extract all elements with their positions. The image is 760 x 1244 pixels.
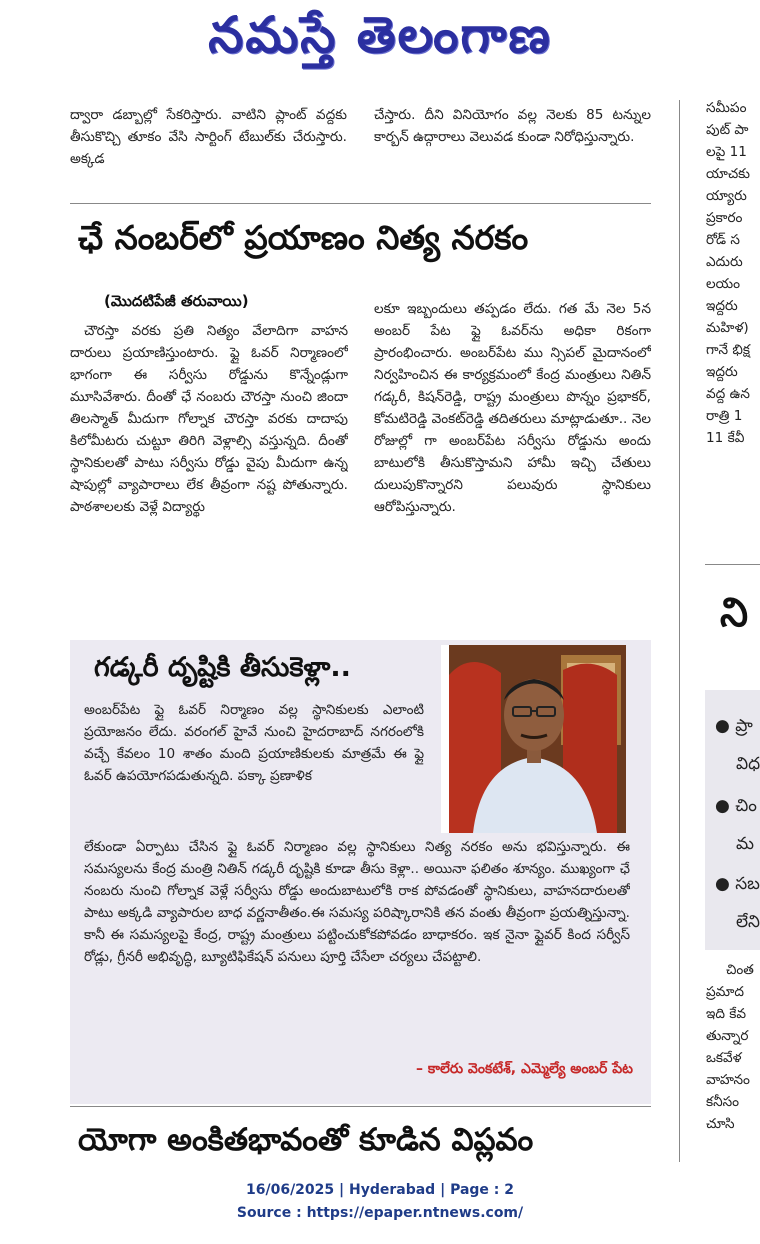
top-column-2: చేస్తారు. దీని వినియోగం వల్ల నెలకు 85 టన్నుల కార్బన్ ఉద్గారాలు వెలువడ కుండా నిరోధిస్తున్నారు. bbox=[374, 107, 651, 145]
right-bottom-line: ఇది కేవ bbox=[706, 1006, 747, 1022]
mla-portrait-image bbox=[441, 645, 626, 833]
quote-attribution: – కాలేరు వెంకటేశ్, ఎమ్మెల్యే అంబర్ పేట bbox=[415, 1061, 633, 1077]
right-column-line: ఇద్దరు bbox=[706, 298, 738, 314]
quote-box-title: గడ్కరీ దృష్టికి తీసుకెళ్లా.. bbox=[94, 652, 351, 683]
right-bullet-text: మ bbox=[736, 834, 754, 854]
right-bullet-text: లేని bbox=[736, 912, 760, 932]
right-bullet-text: సబ bbox=[735, 874, 760, 894]
masthead bbox=[0, 0, 760, 78]
section-rule bbox=[70, 203, 651, 204]
right-column-line: లపై 11 bbox=[706, 144, 747, 160]
right-column-line: రోడ్ స bbox=[706, 232, 740, 248]
right-bottom-line: ఒకవేళ bbox=[706, 1050, 742, 1066]
right-column-line: 11 కేవీ bbox=[706, 430, 745, 446]
section-rule bbox=[705, 564, 760, 565]
right-column-line: వద్ద ఉన bbox=[706, 386, 750, 402]
right-column-line: ఎదురు bbox=[706, 254, 743, 270]
footer-source-line: Source : https://epaper.ntnews.com/ bbox=[236, 1205, 524, 1221]
section-rule bbox=[70, 1106, 651, 1107]
body-column-1: చౌరస్తా వరకు ప్రతి నిత్యం వేలాదిగా వాహన దారులు ప్రయాణిస్తుంటారు. ఫ్లై ఓవర్ నిర్మాణంలో భాగంగా ఈ సర్వీసు రోడ్డును కొన్నేండ్లుగా మూసివేశారు. దీంతో ఛే నంబరు చౌరస్తా నుంచి జిందా తిలస్మాత్ మీదుగా గోల్నాక చౌరస్తా వరకు దాదాపు కిలోమీటరు చుట్టూ తిరిగి వెళ్లాల్సి వస్తున్నది. దీంతో స్థానికులతో పాటు సర్వీసు రోడ్డు వైపు మీదుగా ఉన్న షాపుల్లో వ్యాపారాలు లేక తీవ్రంగా నష్ట పోతున్నారు. పాఠశాలలకు వెళ్లే విద్యార్థు bbox=[70, 323, 348, 515]
right-bottom-line: ప్రమాద bbox=[706, 984, 745, 1000]
right-bottom-line: చూసి bbox=[706, 1116, 735, 1132]
main-headline: ఛే నంబర్‌లో ప్రయాణం నిత్య నరకం bbox=[78, 218, 529, 257]
right-column-line: సమీపం bbox=[706, 100, 747, 116]
right-bullet-text: విధ bbox=[736, 754, 760, 774]
quote-text-wide: లేకుండా ఏర్పాటు చేసిన ఫ్లై ఓవర్ నిర్మాణం వల్ల స్థానికులు నిత్య నరకం అను భవిస్తున్నారు. ఈ సమస్యలను కేంద్ర మంత్రి నితిన్ గడ్కరీ దృష్టికి కూడా తీసు కెళ్లా.. అయినా ఫలితం శూన్యం. ముఖ్యంగా ఛే నంబరు నుంచి గోల్నాక వెళ్లే సర్వీసు రోడ్డు అందుబాటులోకి రాక పోవడంతో స్థానికులు, వాహనదారులతో పాటు అక్కడి వ్యాపారుల బాధ వర్ణనాతీతం.ఈ సమస్య పరిష్కారానికి తన వంతు తీవ్రంగా ప్రయత్నిస్తున్నా. కానీ ఈ సమస్యలపై కేంద్ర, రాష్ట్ర మంత్రులు పట్టించుకోకపోవడం బాధాకరం. ఇక నైనా ఫ్లైవర్ కింద సర్వీస్ రోడ్లు, గ్రీనరీ అభివృద్ధి, బ్యూటిఫికేషన్ పనులు పూర్తి చేసేలా చర్యలు చేపట్టాలి. bbox=[84, 839, 630, 965]
right-column-line: రాత్రి 1 bbox=[706, 408, 743, 424]
right-bottom-line: కనీసం bbox=[706, 1094, 740, 1110]
right-column-line: ఇద్దరు bbox=[706, 364, 738, 380]
right-bottom-line: వాహనం bbox=[706, 1072, 750, 1088]
right-column-line: ప్రకారం bbox=[706, 210, 743, 226]
right-bullet-3-cont bbox=[736, 912, 760, 936]
right-bullet-1-cont bbox=[736, 754, 760, 778]
quote-text-narrow: అంబర్‌పేట ఫ్లై ఓవర్ నిర్మాణం వల్ల స్థానికులకు ఎలాంటి ప్రయోజనం లేదు. వరంగల్ హైవే నుంచి హైదరాబాద్ నగరంలోకి వచ్చే కేవలం 10 శాతం మంది ప్రయాణికులకు మాత్రమే ఈ ఫ్లై ఓవర్ ఉపయోగపడుతున్నది. పక్కా ప్రణాళిక bbox=[84, 702, 424, 784]
right-headline-fragment: ని bbox=[720, 590, 749, 636]
right-bullet-text: ప్రా bbox=[735, 716, 753, 736]
masthead-title: నమస్తే తెలంగాణ bbox=[208, 6, 552, 64]
right-column-line: గానే భిక్ష bbox=[706, 342, 750, 358]
right-bullet-text: చిం bbox=[735, 796, 757, 816]
right-bullet-1: ● ప్రా bbox=[715, 716, 753, 736]
right-column-line: పుట్ పా bbox=[706, 122, 749, 138]
footer-date-line: 16/06/2025 | Hyderabad | Page : 2 bbox=[245, 1182, 515, 1198]
right-bullet-2: ● చిం bbox=[715, 796, 757, 816]
right-column-line: యాచకు bbox=[706, 166, 750, 182]
right-column-line: మహిళ) bbox=[706, 320, 749, 336]
continuation-label: (మొదటిపేజీ తరువాయి) bbox=[104, 292, 249, 310]
right-column-line: య్యారు bbox=[706, 188, 747, 204]
right-bottom-line: తున్నార bbox=[706, 1028, 749, 1044]
body-column-2: లకూ ఇబ్బందులు తప్పడం లేదు. గత మే నెల 5న అంబర్ పేట ఫ్లై ఓవర్‌ను అధికా రికంగా ప్రారంభించారు. అంబర్‌పేట ము న్సిపల్ మైదానంలో నిర్వహించిన ఈ కార్యక్రమంలో కేంద్ర మంత్రులు నితిన్ గడ్కరీ, కిషన్‌రెడ్డి, రాష్ట్ర మంత్రులు పొన్నం ప్రభాకర్, కోమటిరెడ్డి వెంకట్‌రెడ్డి తదితరులు మాట్లాడుతూ.. నెల రోజుల్లో గా అంబర్‌పేట సర్వీసు రోడ్డును అందు బాటులోకి తీసుకొస్తామని హామీ ఇచ్చి చేతులు దులుపుకొన్నారని పలువురు స్థానికులు ఆరోపిస్తున్నారు. bbox=[374, 301, 651, 515]
right-bullet-2-cont bbox=[736, 834, 754, 858]
bottom-headline: యోగా అంకితభావంతో కూడిన విప్లవం bbox=[78, 1122, 534, 1158]
mla-photo bbox=[441, 645, 626, 833]
right-bottom-line: చింత bbox=[726, 962, 754, 978]
column-rule bbox=[679, 100, 680, 1162]
right-bullet-3: ● సబ bbox=[715, 874, 760, 894]
right-column-line: లయం bbox=[706, 276, 741, 292]
top-column-1: ద్వారా డబ్బాల్లో సేకరిస్తారు. వాటిని ప్లాంట్ వద్దకు తీసుకొచ్చి తూకం వేసి సార్టింగ్ టేబుల్‌కు చేరుస్తారు. అక్కడ bbox=[70, 107, 347, 167]
